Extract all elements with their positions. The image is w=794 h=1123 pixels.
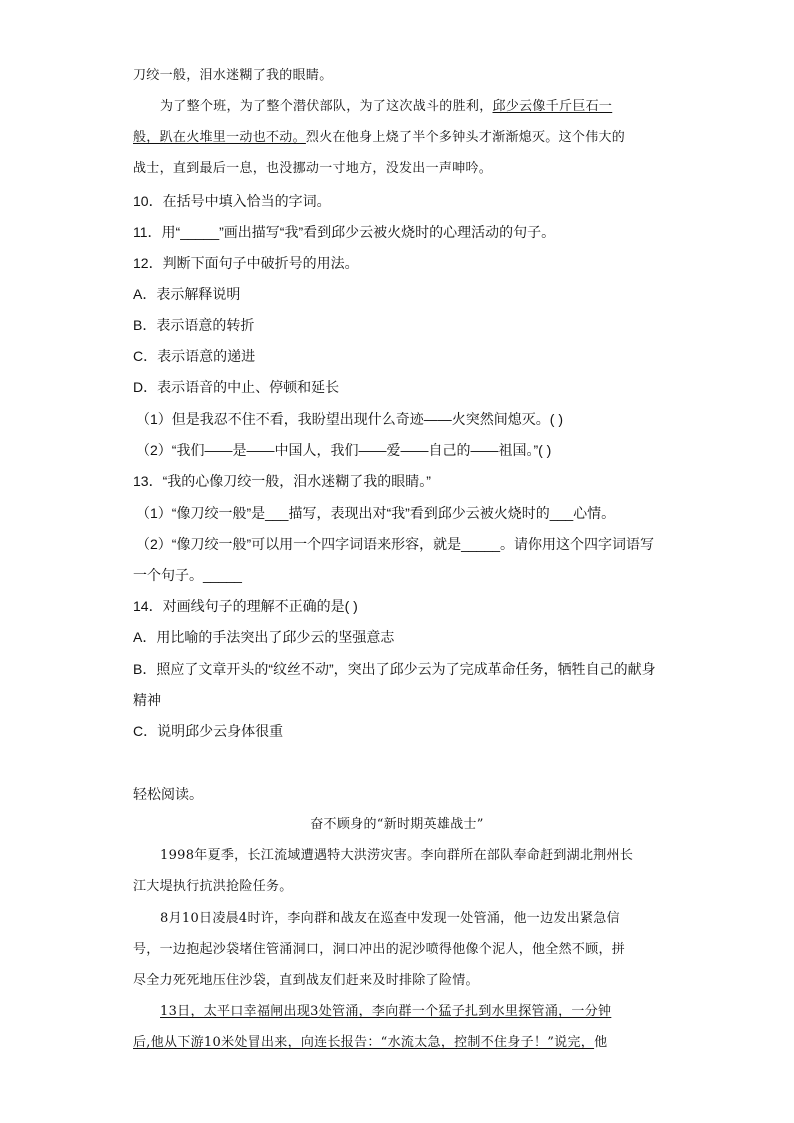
q14-option-b-cont: 精神 bbox=[133, 692, 161, 708]
reading-line: 尽全力死死地压住沙袋，直到战友们赶来及时排除了险情。 bbox=[133, 973, 479, 988]
q14-option-c: C．说明邱少云身体很重 bbox=[133, 723, 284, 739]
option-a: A．表示解释说明 bbox=[133, 286, 241, 302]
passage-line: 战士，直到最后一息，也没挪动一寸地方，没发出一声呻吟。 bbox=[133, 161, 493, 176]
question-10: 10．在括号中填入恰当的字词。 bbox=[133, 193, 331, 209]
reading-title: 奋不顾身的“新时期英雄战士” bbox=[310, 817, 484, 832]
reading-line: 号，一边抱起沙袋堵住管涌洞口，洞口冲出的泥沙喷得他像个泥人，他全然不顾，拼 bbox=[133, 942, 626, 957]
reading-line: 后,他从下游10米处冒出来，向连长报告：“水流太急，控制不住身子！”说完，他 bbox=[133, 1035, 608, 1050]
passage-line: 般，趴在火堆里一动也不动。烈火在他身上烧了半个多钟头才渐渐熄灭。这个伟大的 bbox=[133, 130, 626, 145]
reading-heading: 轻松阅读。 bbox=[133, 786, 203, 802]
question-12: 12．判断下面句子中破折号的用法。 bbox=[133, 255, 359, 271]
option-d: D．表示语音的中止、停顿和延长 bbox=[133, 379, 340, 395]
option-c: C．表示语意的递进 bbox=[133, 348, 256, 364]
reading-line: 江大堤执行抗洪抢险任务。 bbox=[133, 879, 293, 894]
underlined-sentence: 邱少云像千斤巨石一 bbox=[492, 99, 613, 114]
question-13-sub2-cont: 一个句子。_____ bbox=[133, 567, 242, 583]
underlined-sentence: 13日，太平口幸福闸出现3处管涌，李向群一个猛子扎到水里探管涌，一分钟 bbox=[160, 1004, 612, 1019]
reading-line: 1998年夏季，长江流域遭遇特大洪涝灾害。李向群所在部队奉命赶到湖北荆州长 bbox=[160, 848, 634, 863]
question-13-sub2: （2）“像刀绞一般”可以用一个四字词语来形容，就是_____。请你用这个四字词语写 bbox=[136, 536, 655, 552]
question-11: 11．用“_____”画出描写“我”看到邱少云被火烧时的心理活动的句子。 bbox=[133, 224, 556, 240]
passage-line: 为了整个班，为了整个潜伏部队，为了这次战斗的胜利，邱少云像千斤巨石一 bbox=[160, 99, 613, 114]
q14-option-a: A．用比喻的手法突出了邱少云的坚强意志 bbox=[133, 629, 395, 645]
reading-line bbox=[160, 1002, 611, 1022]
question-14: 14．对画线句子的理解不正确的是( ) bbox=[133, 598, 358, 614]
reading-line: 8月10日凌晨4时许，李向群和战友在巡查中发现一处管涌，他一边发出紧急信 bbox=[160, 911, 620, 926]
passage-line: 刀绞一般，泪水迷糊了我的眼睛。 bbox=[133, 68, 333, 83]
question-13-sub1: （1）“像刀绞一般”是___描写，表现出对“我”看到邱少云被火烧时的___心情。 bbox=[136, 505, 616, 521]
question-13: 13．“我的心像刀绞一般，泪水迷糊了我的眼睛。” bbox=[133, 473, 431, 489]
underlined-sentence: 后,他从下游10米处冒出来，向连长报告：“水流太急，控制不住身子！”说完， bbox=[133, 1035, 595, 1050]
question-12-sub2: （2）“我们——是——中国人，我们——爱——自己的——祖国。”( ) bbox=[136, 442, 552, 458]
option-b: B．表示语意的转折 bbox=[133, 317, 255, 333]
question-12-sub1: （1）但是我忍不住不看，我盼望出现什么奇迹——火突然间熄灭。( ) bbox=[136, 411, 563, 427]
q14-option-b: B．照应了文章开头的“纹丝不动”，突出了邱少云为了完成革命任务，牺牲自己的献身 bbox=[133, 661, 656, 677]
underlined-sentence: 般，趴在火堆里一动也不动。 bbox=[133, 130, 306, 145]
